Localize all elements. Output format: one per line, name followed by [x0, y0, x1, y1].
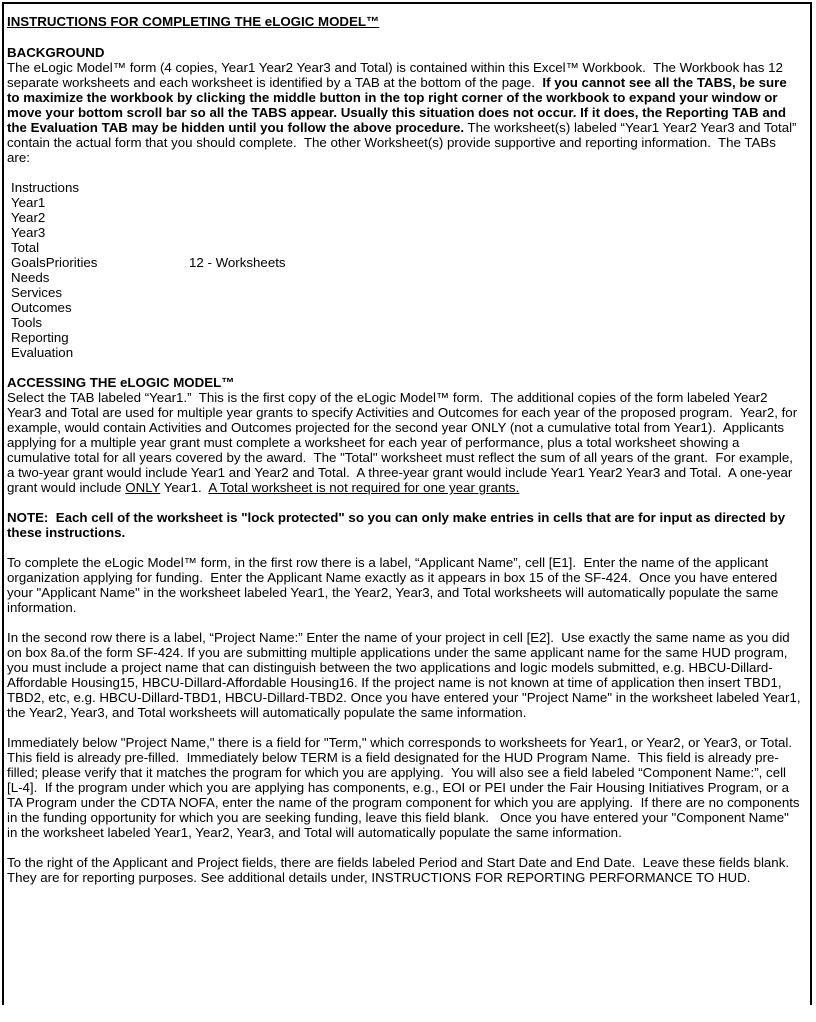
worksheet-count-annotation: 12 - Worksheets [189, 255, 286, 270]
period-dates-paragraph: To the right of the Applicant and Project fields, there are fields labeled Period and Start Date and End Date. Leave these fields blank. They are for reporting purposes. See additional details under, INSTRUCTIONS FOR REPORTING PERFORMANCE TO HUD. [7, 855, 797, 885]
tab-list-item [11, 180, 801, 195]
tab-list-item [11, 255, 801, 270]
tab-label: Services [11, 285, 62, 300]
page-title: INSTRUCTIONS FOR COMPLETING THE eLOGIC MODEL™ [7, 14, 380, 29]
tab-label: Year1 [11, 195, 46, 210]
note-paragraph: NOTE: Each cell of the worksheet is "lock protected" so you can only make entries in cells that are for input as directed by these instructions. [7, 510, 789, 540]
tab-label: Tools [11, 315, 43, 330]
term-component-paragraph: Immediately below "Project Name," there is a field for "Term," which corresponds to worksheets for Year1, or Year2, or Year3, or Total. This field is already pre-filled. Immediately below TERM is a field designated for the HUD Program Name. This field is already pre-filled; please verify that it matches the program for which you are applying. You will also see a field labeled “Component Name:”, cell [L-4]. If the program under which you are applying has components, e.g., EOI or PEI under the Fair Housing Initiatives Program, or a TA Program under the CDTA NOFA, enter the name of the program component for which you are applying. If there are no components in the funding opportunity for which you are seeking funding, leave this field blank. Once you have entered your "Component Name" in the worksheet labeled Year1, Year2, Year3, and Total will automatically populate the same information. [7, 735, 804, 840]
background-intro-text: The eLogic Model™ form (4 copies, Year1 Year2 Year3 and Total) is contained within this Excel™ Workbook. The Workbook has 12 separate worksheets and each worksheet is identified by a TAB at the bottom of the page. [7, 60, 787, 90]
background-heading: BACKGROUND [7, 45, 105, 60]
tab-label: Total [11, 240, 40, 255]
applicant-name-paragraph: To complete the eLogic Model™ form, in the first row there is a label, “Applicant Name”, cell [E1]. Enter the name of the applicant organization applying for funding. Enter the Applicant Name exactly as it appears in box 15 of the SF-424. Once you have entered your "Applicant Name" in the worksheet labeled Year1, the Year2, Year3, and Total worksheets will automatically populate the same information. [7, 555, 782, 615]
tab-list-item [11, 240, 801, 255]
tab-label: Instructions [11, 180, 79, 195]
instructions-page [2, 2, 812, 1005]
tab-list-item [11, 225, 801, 240]
tab-list-item [11, 345, 801, 360]
tab-label: Evaluation [11, 345, 74, 360]
accessing-underlined-only: ONLY [125, 480, 161, 495]
accessing-body-text: Select the TAB labeled “Year1.” This is the first copy of the eLogic Model™ form. The additional copies of the form labeled Year2 Year3 and Total are used for multiple year grants to specify Activities and Outcomes for each year of the proposed program. Year2, for example, would contain Activities and Outcomes projected for the second year ONLY (not a cumulative total from Year1). Applicants applying for a multiple year grant must complete a worksheet for each year of performance, plus a total worksheet showing a cumulative total for all years covered by the award. The "Total" worksheet must reflect the sum of all years of the grant. For example, a two-year grant would include Year1 and Year2 and Total. A three-year grant would include Year1 Year2 Year3 and Total. A one-year grant would include [7, 390, 801, 495]
tab-label: Year2 [11, 210, 46, 225]
tab-label: Needs [11, 270, 50, 285]
worksheet-tab-list [7, 180, 801, 360]
background-bold-warning: If you cannot see all the TABS, be sure to maximize the workbook by clicking the middle button in the top right corner of the workbook to expand your window or move your bottom scroll bar so all the TABS appear. Usually this situation does not occur. If it does, the Reporting TAB and the Evaluation TAB may be hidden until you follow the above procedure. [7, 75, 791, 135]
tab-list-item [11, 285, 801, 300]
accessing-underlined-sentence: A Total worksheet is not required for one year grants. [208, 480, 520, 495]
accessing-mid-text: Year1. [160, 480, 209, 495]
background-paragraph [7, 60, 801, 165]
project-name-paragraph: In the second row there is a label, “Project Name:” Enter the name of your project in cell [E2]. Use exactly the same name as you did on box 8a.of the form SF-424. If you are submitting multiple applications under the same applicant name for the same HUD program, you must include a project name that can distinguish between the two applications and logic models submitted, e.g. HBCU-Dillard-Affordable Housing15, HBCU-Dillard-Affordable Housing16. If the project name is not known at time of application then insert TBD1, TBD2, etc, e.g. HBCU-Dillard-TBD1, HBCU-Dillard-TBD2. Once you have entered your "Project Name" in the worksheet labeled Year1, the Year2, Year3, and Total worksheets will automatically populate the same information. [7, 630, 805, 720]
accessing-paragraph [7, 390, 801, 495]
tab-label: Outcomes [11, 300, 72, 315]
tab-list-item [11, 210, 801, 225]
tab-label: Year3 [11, 225, 46, 240]
tab-label: Reporting [11, 330, 69, 345]
background-outro-text: The worksheet(s) labeled “Year1 Year2 Year3 and Total” contain the actual form that you should complete. The other Worksheet(s) provide supportive and reporting information. The TABs are: [7, 120, 801, 165]
accessing-heading: ACCESSING THE eLOGIC MODEL™ [7, 375, 235, 390]
tab-list-item [11, 315, 801, 330]
tab-list-item [11, 330, 801, 345]
tab-list-item [11, 300, 801, 315]
tab-label: GoalsPriorities [11, 255, 98, 270]
tab-list-item [11, 270, 801, 285]
tab-list-item [11, 195, 801, 210]
